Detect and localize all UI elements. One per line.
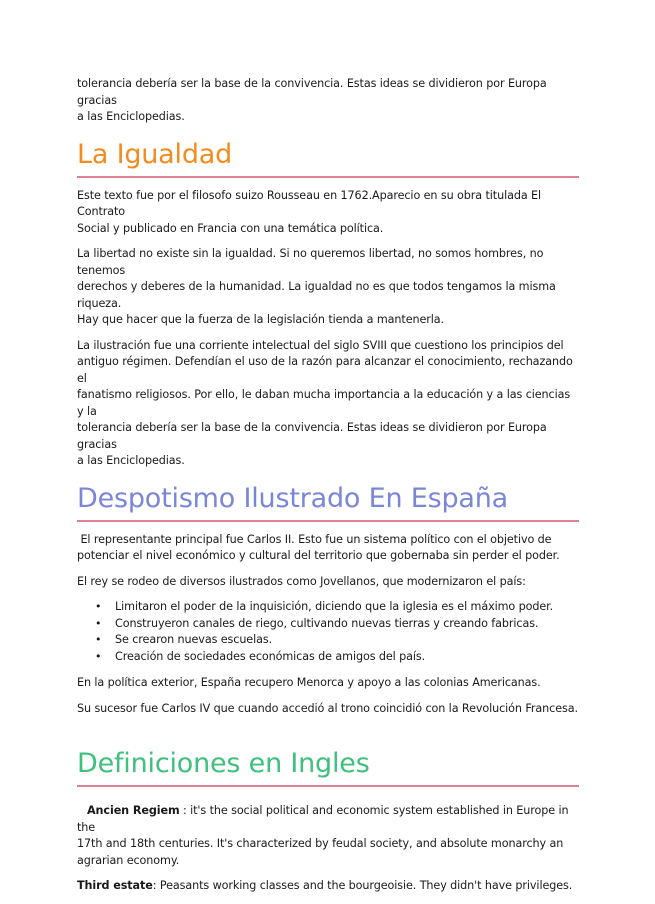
text-line: agrarian economy. <box>77 853 180 867</box>
intro-paragraph <box>77 76 579 126</box>
despotismo-paragraph-2: El rey se rodeo de diversos ilustrados como Jovellanos, que modernizaron el país: <box>77 574 526 588</box>
document-body <box>77 76 579 904</box>
despotismo-paragraph-4: Su sucesor fue Carlos IV que cuando accedió al trono coincidió con la Revolución Francesa. <box>77 701 578 715</box>
text-line: El representante principal fue Carlos II. Esto fue un sistema político con el objetivo de <box>77 532 552 546</box>
bullet-icon: • <box>95 633 102 646</box>
text-line: : it's the social political and economic system established in Europe in the <box>77 804 569 834</box>
heading-igualdad: La Igualdad <box>77 138 233 170</box>
text-line: La libertad no existe sin la igualdad. Si no queremos libertad, no somos hombres, no tenemos <box>77 247 544 277</box>
text-line: 17th and 18th centuries. It's characterized by feudal society, and absolute monarchy an <box>77 837 564 850</box>
list-item <box>95 599 579 616</box>
bullet-icon: • <box>95 649 102 663</box>
text-line: : Peasants working classes and the bourgeoisie. They didn't have privileges. <box>152 879 573 892</box>
intro-line-2: a las Enciclopedias. <box>77 110 185 123</box>
heading-rule-despotismo <box>77 520 579 522</box>
bullet-icon: • <box>95 600 102 613</box>
text-line: potenciar el nivel económico y cultural del territorio que gobernaba sin perder el poder. <box>77 549 560 562</box>
definition-term: Third estate <box>77 879 153 892</box>
igualdad-paragraph-2 <box>77 246 579 329</box>
text-line: fanatismo religiosos. Por ello, le daban mucha importancia a la educación y a las ciencias y la <box>77 388 571 418</box>
list-item-text: Construyeron canales de riego, cultivando nuevas tierras y creando fabricas. <box>115 616 539 630</box>
igualdad-paragraph-1 <box>77 188 579 238</box>
text-line: tolerancia debería ser la base de la convivencia. Estas ideas se dividieron por Europa gracias <box>77 421 547 451</box>
text-line: a las Enciclopedias. <box>77 454 185 467</box>
list-item-text: Se crearon nuevas escuelas. <box>115 633 273 646</box>
list-item-text: Limitaron el poder de la inquisición, diciendo que la iglesia es el máximo poder. <box>115 600 554 613</box>
definition-ancien-regiem <box>77 797 579 869</box>
bullet-icon: • <box>95 616 102 630</box>
text-line: Hay que hacer que la fuerza de la legislación tienda a mantenerla. <box>77 313 444 326</box>
heading-rule-igualdad <box>77 176 579 178</box>
definition-term: Ancien Regiem <box>87 804 180 817</box>
definition-third-estate <box>77 878 579 895</box>
despotismo-paragraph-1 <box>77 532 579 565</box>
list-item <box>95 649 579 666</box>
despotismo-paragraph-3: En la política exterior, España recupero Menorca y apoyo a las colonias Americanas. <box>77 676 541 689</box>
text-line: Social y publicado en Francia con una temática política. <box>77 221 384 235</box>
heading-rule-definiciones <box>77 785 579 787</box>
text-line: La ilustración fue una corriente intelectual del siglo SVIII que cuestiono los principios del <box>77 338 564 352</box>
heading-despotismo: Despotismo Ilustrado En España <box>77 482 509 514</box>
despotismo-bullet-list <box>77 599 579 665</box>
heading-definiciones: Definiciones en Ingles <box>77 748 370 779</box>
igualdad-paragraph-3 <box>77 338 579 470</box>
list-item-text: Creación de sociedades económicas de amigos del país. <box>115 649 426 663</box>
text-line: Este texto fue por el filosofo suizo Rousseau en 1762.Aparecio en su obra titulada El Contrato <box>77 188 542 218</box>
intro-line-1: tolerancia debería ser la base de la convivencia. Estas ideas se dividieron por Europa gracias <box>77 77 547 107</box>
text-line: derechos y deberes de la humanidad. La igualdad no es que todos tengamos la misma riqueza. <box>77 280 556 310</box>
text-line: antiguo régimen. Defendían el uso de la razón para alcanzar el conocimiento, rechazando el <box>77 355 573 385</box>
list-item <box>95 616 579 633</box>
list-item <box>95 632 579 649</box>
